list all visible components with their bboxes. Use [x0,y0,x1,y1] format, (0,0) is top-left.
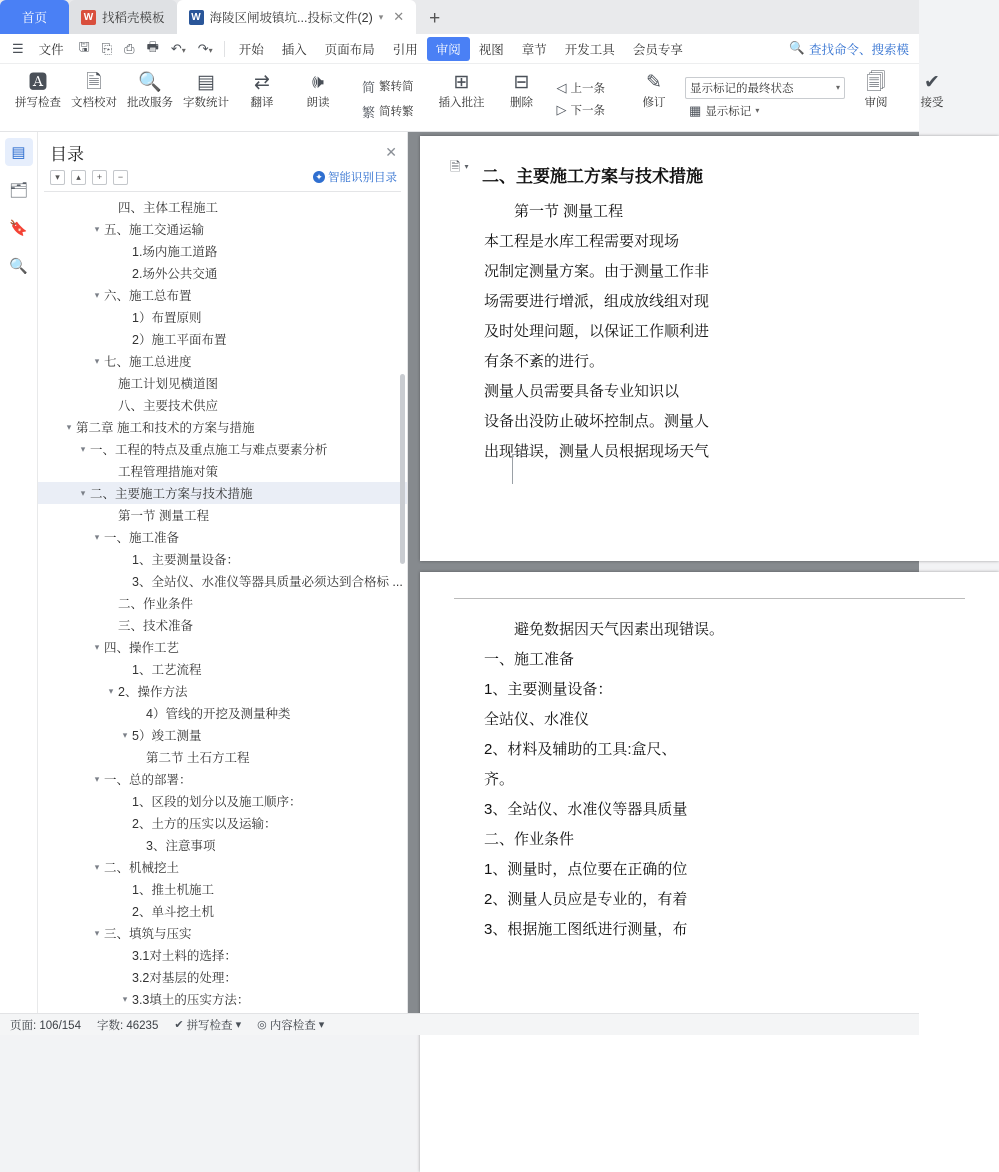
chevron-down-icon[interactable]: ▾ [108,685,114,696]
toc-item-label: 第二节 土石方工程 [146,751,250,765]
undo-icon[interactable]: ↶▾ [170,40,186,56]
navigation-pane-header [38,132,407,167]
toc-item[interactable] [38,306,407,328]
abc-check-icon: 🅰 [28,72,48,93]
spell-check-status[interactable] [174,1017,241,1033]
toc-item[interactable] [38,438,407,460]
proofread-icon: 🗎 [86,72,102,93]
spell-check-icon: ✔ [174,1019,184,1031]
chevron-down-icon: ▾ [755,106,760,115]
tab-template-store[interactable] [69,0,177,34]
traditional-to-simplified-button[interactable] [358,75,418,98]
chevron-down-icon[interactable]: ▾ [94,927,100,938]
document-paragraph: 全站仪、水准仪 [484,711,590,728]
toc-item-label: 2、单斗挖土机 [132,905,214,919]
toc-item[interactable] [38,636,407,658]
toc-item[interactable] [38,196,407,218]
toc-item[interactable] [38,570,407,592]
toc-item-label: 六、施工总布置 [104,289,192,303]
markup-state-select[interactable] [685,77,845,99]
review-pane-icon: 🗐 [866,72,886,93]
toc-item-label: 3.2对基层的处理： [132,971,237,985]
close-icon[interactable]: ✕ [393,9,405,24]
document-paragraph: 3、全站仪、水准仪等器具质量 [484,801,688,818]
redo-icon[interactable]: ↷▾ [197,40,213,56]
document-paragraph: 第一节 测量工程 [514,203,624,220]
toc-item[interactable] [38,878,407,900]
save-as-icon[interactable]: ⎘ [101,40,113,56]
new-tab-button[interactable]: + [429,8,441,29]
toc-item[interactable] [38,526,407,548]
traditional-to-simplified-label: 繁转简 [379,81,414,93]
next-comment-button[interactable] [553,100,610,120]
previous-comment-label: 上一条 [570,82,606,95]
accept-icon: ✔ [924,72,940,93]
toc-item[interactable] [38,856,407,878]
toc-item-label: 1）布置原则 [132,311,202,325]
read-aloud-icon: 🕪 [312,72,324,93]
expand-all-icon[interactable]: ▴ [71,170,86,185]
toc-item-label: 八、主要技术供应 [118,399,219,413]
toc-item[interactable] [38,922,407,944]
increase-level-icon[interactable]: + [92,170,107,185]
toc-item-label: 4）管线的开挖及测量种类 [146,707,291,721]
track-changes-icon: ✎ [646,72,662,93]
tab-home[interactable] [0,0,69,34]
toc-item[interactable] [38,746,407,768]
menu-tab-developer[interactable]: 开发工具 [564,42,615,57]
toc-item[interactable] [38,482,407,504]
toc-item-label: 二、作业条件 [118,597,194,611]
spell-check-label: 拼写检查 [15,97,61,109]
menu-file[interactable]: 文件 [38,42,64,57]
toc-item[interactable] [38,834,407,856]
ribbon-group-proofing [6,66,350,131]
status-bar [0,1013,919,1035]
read-aloud-button[interactable] [291,66,345,131]
menu-tab-references[interactable]: 引用 [392,42,418,57]
toc-item-label: 一、施工准备 [104,531,180,545]
traditional-to-simplified-icon: 简 [362,79,376,95]
menu-divider [224,41,225,57]
left-rail [0,132,38,1013]
simplified-to-traditional-label: 简转繁 [379,106,414,118]
toc-item-label: 第二章 施工和技术的方案与措施 [76,421,255,435]
chevron-down-icon[interactable]: ▾ [94,223,100,234]
toc-item[interactable] [38,394,407,416]
accept-button[interactable] [905,66,959,131]
toc-item-label: 1.场内施工道路 [132,245,218,259]
document-heading: 二、主要施工方案与技术措施 [482,167,703,186]
chevron-down-icon[interactable]: ▾ [94,531,100,542]
toc-item-label: 2、土方的压实以及运输： [132,817,277,831]
document-paragraph: 1、主要测量设备： [484,681,613,698]
thumbnails-icon[interactable]: 🗂 [8,182,29,199]
toc-item[interactable] [38,790,407,812]
toc-item[interactable] [38,218,407,240]
content-check-status[interactable] [257,1017,324,1033]
menu-tab-view[interactable]: 视图 [478,42,504,57]
document-paragraph: 2、材料及辅助的工具:盒尺、 [484,741,677,758]
toc-item[interactable] [38,966,407,988]
content-check-status-label: 内容检查 [269,1019,316,1032]
next-comment-label: 下一条 [570,104,606,117]
navigation-pane [38,132,408,1013]
document-page-2-body [454,615,965,945]
toc-item-label: 2、操作方法 [118,685,188,699]
word-icon: W [189,10,204,25]
toc-item[interactable] [38,988,407,1010]
chevron-down-icon[interactable]: ▾ [80,487,86,498]
read-aloud-label: 朗读 [306,97,330,109]
delete-comment-icon: ⊟ [513,72,530,93]
delete-comment-button[interactable] [495,66,549,131]
toc-item[interactable] [38,680,407,702]
track-changes-label: 修订 [642,97,666,109]
menu-tab-review[interactable]: 审阅 [427,37,470,61]
menu-tab-insert[interactable]: 插入 [281,42,307,57]
ribbon-review [0,64,944,132]
word-count-label: 字数统计 [183,97,229,109]
toc-item-label: 二、机械挖土 [104,861,180,875]
toc-item-label: 2.场外公共交通 [132,267,218,281]
toc-item-label: 施工计划见横道图 [118,377,219,391]
markup-controls [683,66,847,131]
show-markup-label: 显示标记 [705,105,752,118]
command-search[interactable] [789,40,913,58]
show-markup-button[interactable] [685,101,845,121]
toc-item[interactable] [38,614,407,636]
toc-item-label: 2）施工平面布置 [132,333,227,347]
document-proofread-label: 文档校对 [71,97,117,109]
ribbon-group-convert [356,66,420,131]
toc-item-label: 1、区段的划分以及施工顺序： [132,795,302,809]
review-pane-label: 审阅 [864,97,888,109]
toc-item[interactable] [38,284,407,306]
toc-item-label: 5）竣工测量 [132,729,202,743]
toc-item-label: 1、推土机施工 [132,883,214,897]
translate-label: 翻译 [250,97,274,109]
chevron-down-icon[interactable]: ▾ [66,421,72,432]
toc-item[interactable] [38,262,407,284]
document-paragraph: 二、作业条件 [484,831,575,848]
navigation-pane-icon[interactable]: ▤ [5,138,33,166]
smart-toc-icon: ✦ [313,171,325,183]
document-paragraph: 避免数据因天气因素出现错误。 [514,621,725,638]
delete-comment-label: 删除 [510,97,534,109]
markup-state-value: 显示标记的最终状态 [690,82,794,95]
next-comment-icon: ▷ [556,101,567,117]
tab-home-label: 首页 [22,11,48,25]
page-marker-icon: 🗎 ▾ [450,159,469,174]
chevron-down-icon[interactable]: ▾ [122,993,128,1004]
translate-button[interactable] [235,66,289,131]
document-paragraph: 1、测量时，点位要在正确的位 [484,861,688,878]
toc-item[interactable] [38,372,407,394]
spell-check-status-label: 拼写检查 [186,1019,233,1032]
chevron-down-icon[interactable]: ▾ [94,289,100,300]
chevron-down-icon[interactable]: ▾ [80,443,86,454]
review-pane-button[interactable] [849,66,903,131]
tab-document[interactable] [177,0,417,34]
document-paragraph: 3、根据施工图纸进行测量，布 [484,921,688,938]
chevron-down-icon[interactable]: ▾ [94,355,100,366]
bookmarks-icon[interactable]: 🔖 [9,220,28,237]
document-canvas[interactable] [408,132,919,1013]
insert-comment-button[interactable] [431,66,493,131]
toc-item-label: 四、主体工程施工 [118,201,219,215]
document-paragraph: 齐。 [484,771,515,788]
word-count-icon: ▤ [197,72,215,93]
tab-template-store-label: 找稻壳模板 [102,11,165,25]
accept-label: 接受 [920,97,944,109]
document-paragraph: 况制定测量方案。由于测量工作非 [484,263,710,280]
revision-service-button[interactable] [123,66,177,131]
translate-icon: ⇄ [254,72,270,93]
page-indicator[interactable]: 页面: 106/154 [10,1019,81,1032]
toc-item-label: 七、施工总进度 [104,355,192,369]
toc-item-label: 1、主要测量设备： [132,553,239,567]
toc-item-label: 3、全站仪、水准仪等器具质量必须达到合格标 ... [132,575,403,589]
toc-item[interactable] [38,240,407,262]
insert-comment-label: 插入批注 [438,97,485,109]
document-proofread-button[interactable] [67,66,121,131]
toc-item-label: 3.3填土的压实方法： [132,993,250,1007]
toc-item[interactable] [38,350,407,372]
chevron-down-icon: ▾ [235,1019,242,1031]
menu-tab-page-layout[interactable]: 页面布局 [324,42,375,57]
toc-item[interactable] [38,724,407,746]
document-paragraph: 本工程是水库工程需要对现场 [484,233,680,250]
toc-item-label: 工程管理措施对策 [118,465,219,479]
toc-item-label: 三、技术准备 [118,619,194,633]
navigation-pane-title: 目录 [50,145,84,164]
toc-item[interactable] [38,900,407,922]
toc-item-label: 四、操作工艺 [104,641,180,655]
toc-item[interactable] [38,328,407,350]
document-page-1[interactable] [420,136,999,561]
simplified-to-traditional-button[interactable] [358,100,418,123]
chevron-down-icon: ▾ [836,83,841,92]
insert-comment-icon: ⊞ [453,72,470,93]
toc-item-label: 第一节 测量工程 [118,509,209,523]
save-icon[interactable]: 🖫 [78,38,90,54]
search-icon: 🔍 [789,41,805,55]
document-paragraph: 出现错误，测量人员根据现场天气 [484,443,710,460]
toc-item-label: 五、施工交通运输 [104,223,205,237]
document-paragraph: 测量人员需要具备专业知识以 [484,383,680,400]
decrease-level-icon[interactable]: − [113,170,128,185]
main-body [0,132,919,1013]
document-paragraph: 及时处理问题，以保证工作顺利进 [484,323,710,340]
toc-item[interactable] [38,944,407,966]
toc-scrollbar[interactable] [400,374,405,564]
track-changes-button[interactable] [627,66,681,131]
toc-item[interactable] [38,702,407,724]
toc-item[interactable] [38,812,407,834]
document-paragraph: 设备出没防止破坏控制点。测量人 [484,413,710,430]
chevron-down-icon: ▾ [318,1019,325,1031]
menu-bar [0,34,919,64]
revision-service-label: 批改服务 [127,97,173,109]
document-paragraph: 场需要进行增派，组成放线组对现 [484,293,710,310]
print-preview-icon[interactable]: 🖶 [146,38,159,54]
navigation-pane-toolbar [38,167,407,191]
toc-item-label: 一、总的部署： [104,773,192,787]
chevron-down-icon[interactable]: ▾ [94,861,100,872]
header-rule [454,598,965,599]
toc-item[interactable] [38,548,407,570]
toc-item-label: 三、填筑与压实 [104,927,192,941]
smart-toc-label: 智能识别目录 [328,172,397,184]
comment-anchor-mark [512,454,534,484]
navigation-pane-divider [44,191,401,192]
close-icon[interactable]: ✕ [385,144,397,160]
toc-item-label: 二、主要施工方案与技术措施 [90,487,253,501]
previous-comment-button[interactable] [553,78,610,98]
document-paragraph: 2、测量人员应是专业的，有着 [484,891,688,908]
menu-tab-sections[interactable]: 章节 [521,42,547,57]
word-count-indicator[interactable]: 字数: 46235 [96,1019,159,1032]
command-search-label: 查找命令、搜索模 [808,42,909,57]
hamburger-icon[interactable]: ☰ [12,40,24,56]
ribbon-group-comments [426,66,617,131]
chevron-down-icon[interactable]: ▾ [94,641,100,652]
tab-bar [0,0,919,34]
toc-item-label: 3、注意事项 [146,839,216,853]
ribbon-group-track [622,66,964,131]
menu-tab-member[interactable]: 会员专享 [632,42,683,57]
revision-service-icon: 🔍 [138,72,162,93]
spell-check-button[interactable] [11,66,65,131]
search-icon[interactable]: 🔍 [9,258,28,275]
document-page-2[interactable] [420,572,999,1172]
toc-item[interactable] [38,416,407,438]
toc-item-label: 一、工程的特点及重点施工与难点要素分析 [90,443,328,457]
toc-item[interactable] [38,658,407,680]
chevron-down-icon[interactable]: ▾ [94,773,100,784]
word-count-button[interactable] [179,66,233,131]
toc-item-label: 1、工艺流程 [132,663,202,677]
collapse-all-icon[interactable]: ▾ [50,170,65,185]
print-icon[interactable]: ⎙ [124,40,135,56]
smart-toc-button[interactable] [313,169,397,185]
content-check-icon: ◎ [257,1019,267,1031]
simplified-to-traditional-icon: 繁 [362,104,376,120]
tab-document-label: 海陵区闸坡镇坑...投标文件(2) [209,11,373,25]
toc-list[interactable] [38,194,407,1013]
show-markup-icon: ▦ [689,102,702,118]
toc-item[interactable] [38,460,407,482]
wps-icon: W [81,10,96,25]
toc-item[interactable] [38,768,407,790]
menu-tab-start[interactable]: 开始 [238,42,264,57]
toc-item-label: 3.1对土料的选择： [132,949,237,963]
document-paragraph: 有条不紊的进行。 [484,353,605,370]
toc-item[interactable] [38,592,407,614]
toc-item[interactable] [38,504,407,526]
chevron-down-icon[interactable]: ▾ [378,11,384,22]
comment-nav-group [551,66,612,131]
chevron-down-icon[interactable]: ▾ [122,729,128,740]
document-paragraph: 一、施工准备 [484,651,575,668]
previous-comment-icon: ◁ [556,79,567,95]
document-page-1-body [454,197,965,467]
